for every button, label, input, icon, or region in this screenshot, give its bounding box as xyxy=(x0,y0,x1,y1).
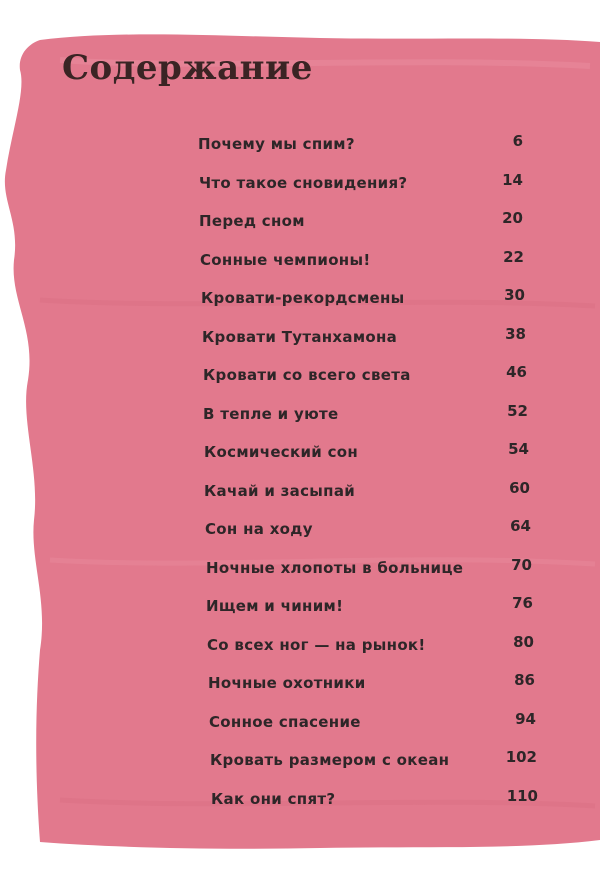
toc-entry-page-number: 60 xyxy=(509,479,530,497)
toc-entry-page-number: 80 xyxy=(513,633,534,651)
toc-entry-title: Ночные охотники xyxy=(208,674,366,692)
toc-entry-page-number: 86 xyxy=(514,671,535,689)
toc-entry-page-number: 6 xyxy=(512,132,523,150)
toc-entry-title: Ищем и чиним! xyxy=(206,597,344,615)
toc-entry-title: Кровать размером с океан xyxy=(210,751,450,769)
toc-entry-page-number: 14 xyxy=(502,171,523,189)
toc-entry-page-number: 64 xyxy=(510,517,531,535)
toc-entry-title: Что такое сновидения? xyxy=(199,174,408,192)
toc-entry-title: Как они спят? xyxy=(211,790,336,808)
toc-entry-title: Сонное спасение xyxy=(209,713,361,731)
toc-entry-page-number: 46 xyxy=(506,363,527,381)
toc-entry-title: Качай и засыпай xyxy=(204,482,356,500)
toc-entry-title: Сон на ходу xyxy=(205,520,313,538)
toc-entry-page-number: 76 xyxy=(512,594,533,612)
toc-entry-page-number: 110 xyxy=(506,787,538,805)
toc-entry-page-number: 52 xyxy=(507,402,528,420)
toc-entry-page-number: 20 xyxy=(502,209,523,227)
toc-entry-page-number: 70 xyxy=(511,556,532,574)
toc-entry-page-number: 22 xyxy=(503,248,524,266)
toc-entry-title: Кровати-рекордсмены xyxy=(201,289,405,307)
toc-entry-title: Со всех ног — на рынок! xyxy=(207,636,426,654)
toc-entry-page-number: 94 xyxy=(515,710,536,728)
toc-entry-title: Сонные чемпионы! xyxy=(200,251,371,269)
toc-entry-title: Ночные хлопоты в больнице xyxy=(206,559,464,577)
toc-entry-title: Кровати со всего света xyxy=(203,366,411,384)
toc-entry-page-number: 102 xyxy=(505,748,537,766)
toc-entry-title: Космический сон xyxy=(204,443,359,461)
toc-entry-title: Почему мы спим? xyxy=(198,135,355,153)
toc-entry-title: Кровати Тутанхамона xyxy=(202,328,398,346)
toc-entry-title: В тепле и уюте xyxy=(203,405,339,423)
toc-entry-page-number: 38 xyxy=(505,325,526,343)
toc-entry-page-number: 54 xyxy=(508,440,529,458)
toc-entry-title: Перед сном xyxy=(199,212,305,230)
toc-entry-page-number: 30 xyxy=(504,286,525,304)
page-title: Содержание xyxy=(62,48,313,88)
